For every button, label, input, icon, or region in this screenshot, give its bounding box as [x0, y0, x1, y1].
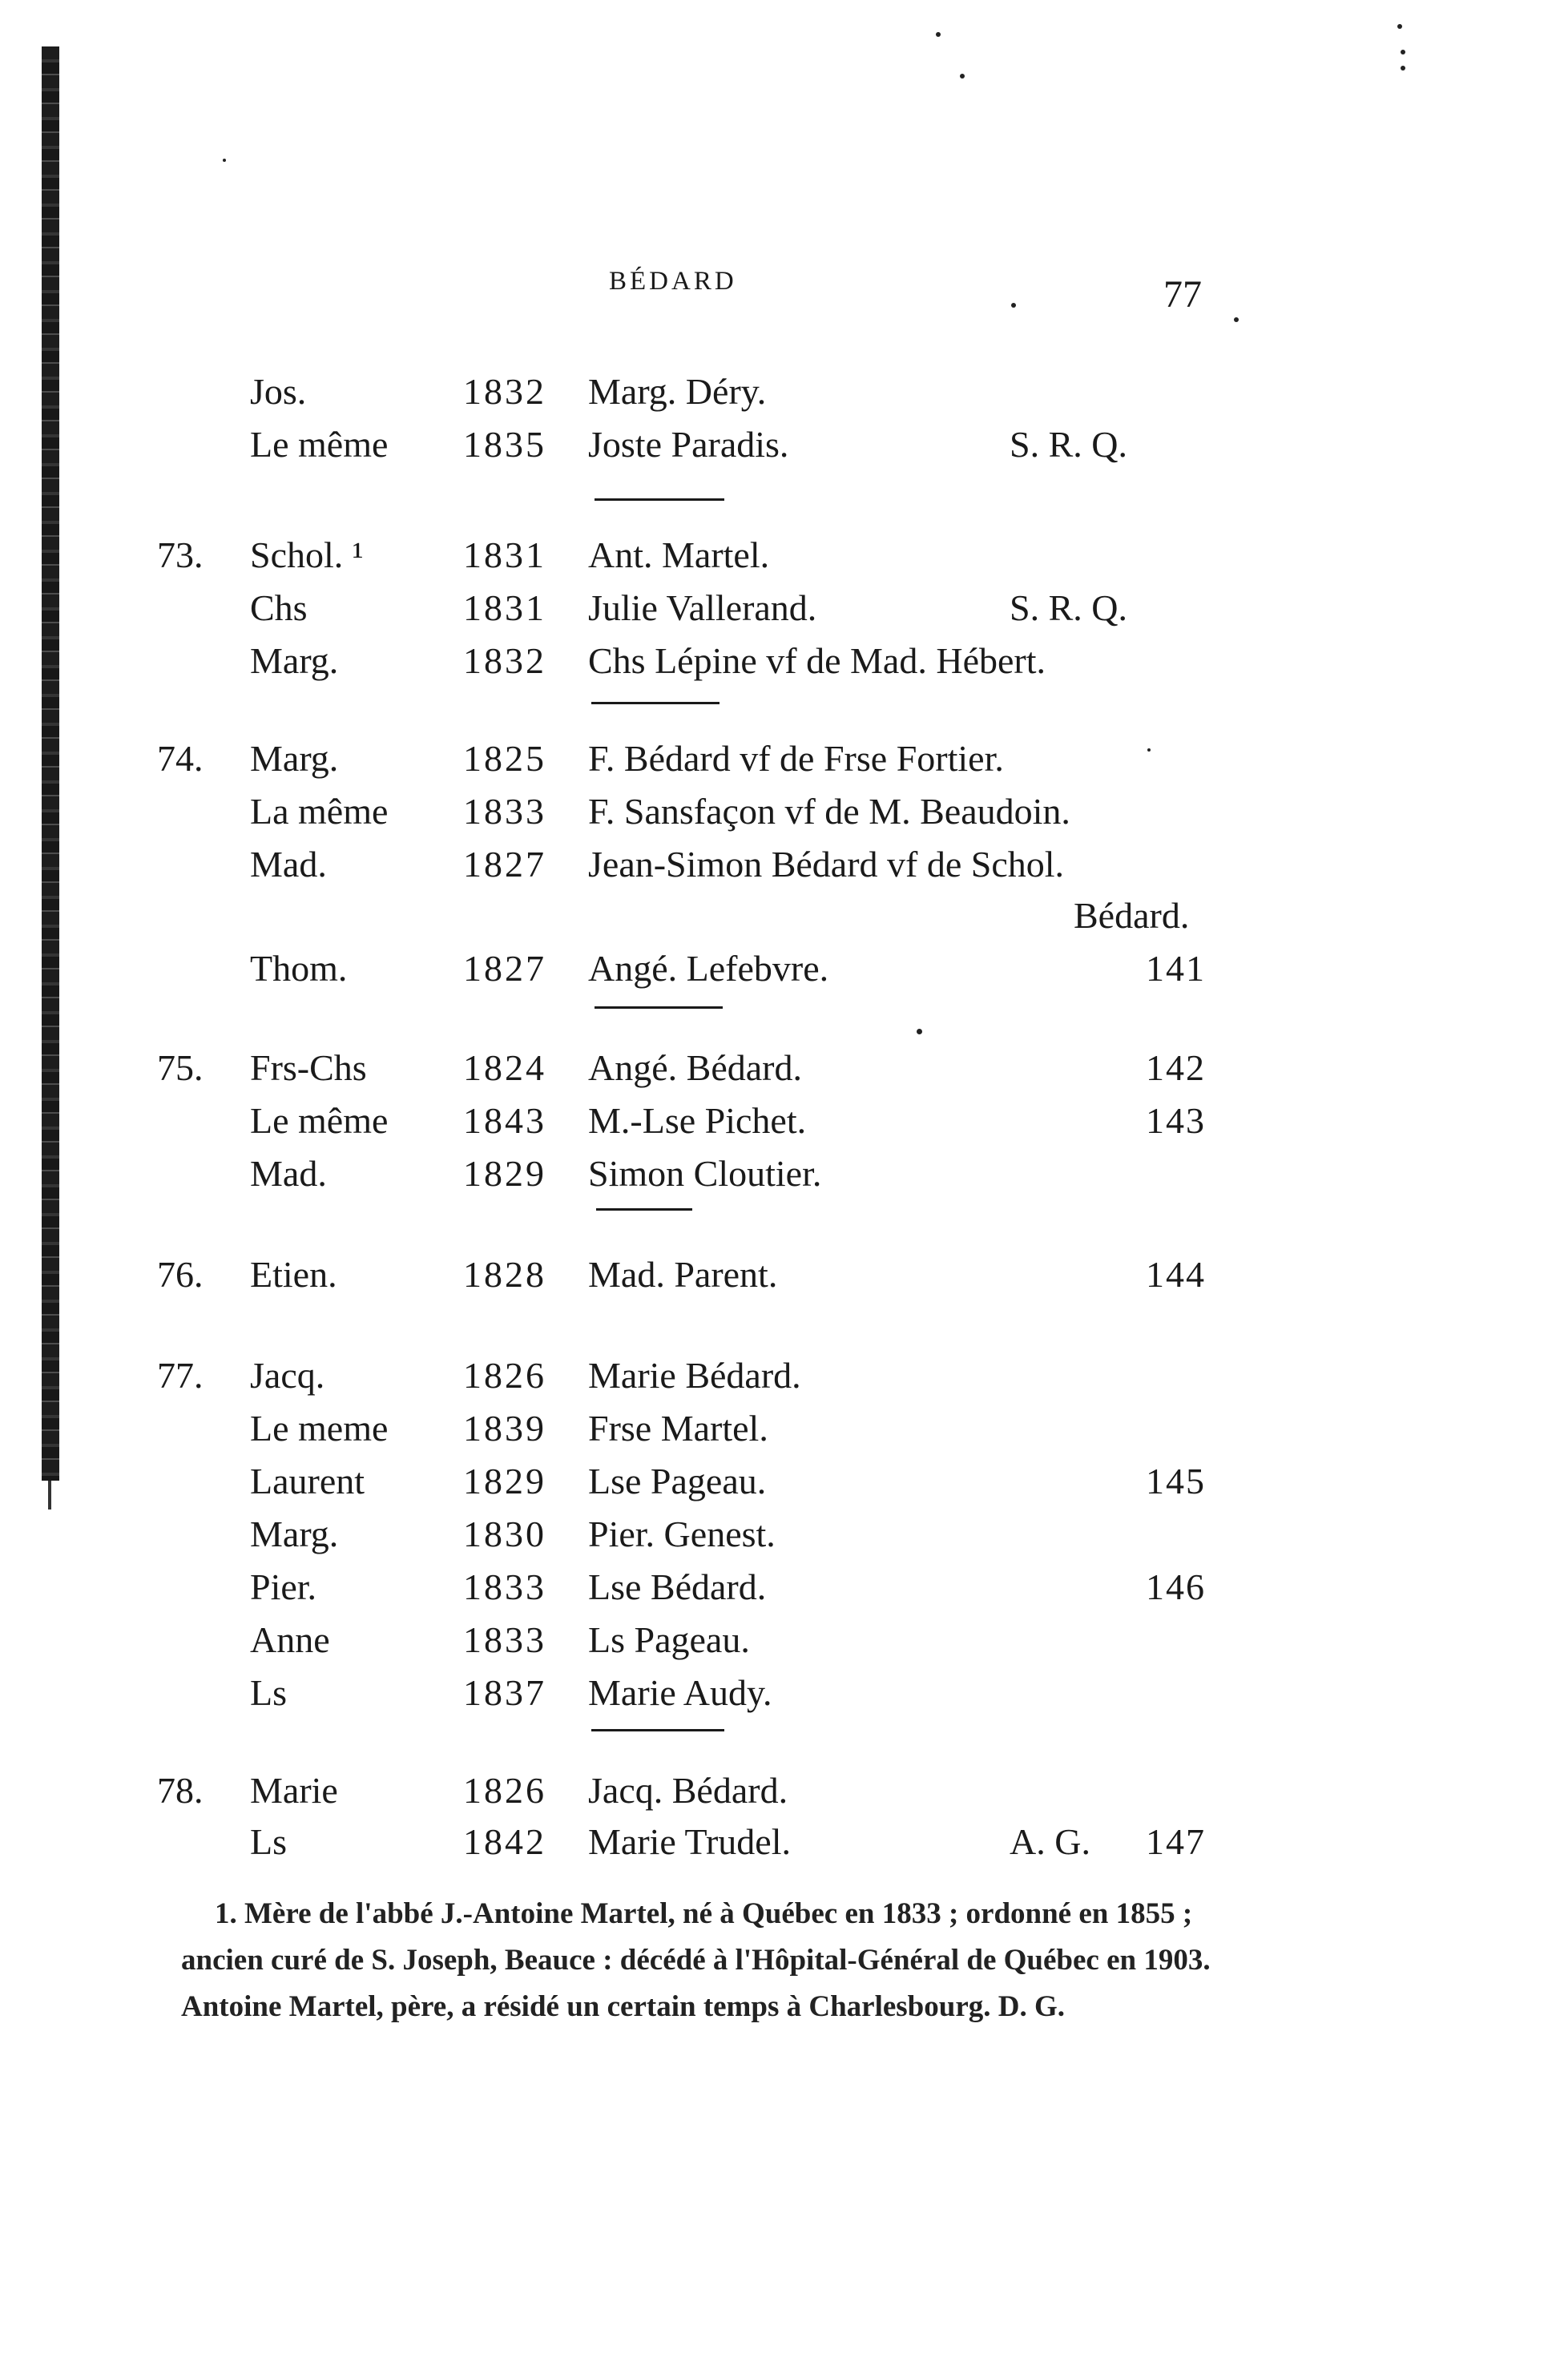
cross-reference-page: 146	[1146, 1566, 1206, 1607]
person-name: La même	[250, 791, 389, 832]
person-name: Anne	[250, 1619, 330, 1660]
footnote-text: Mère de l'abbé J.-Antoine Martel, né à Québec en 1833 ; ordonné en 1855 ; ancien curé de S. Joseph, Beauce : décédé à l'Hôpital-Général de Québec en 1903. Antoine Martel, père, a résidé un certain temps à Charlesbourg. D. G.	[181, 1897, 1211, 2023]
scan-speck	[1397, 24, 1402, 29]
person-name: Schol. ¹	[250, 534, 364, 575]
spouse-name: Marg. Déry.	[588, 371, 767, 412]
person-name: Le même	[250, 424, 389, 465]
footnote	[181, 1891, 1223, 2030]
section-divider	[595, 1006, 723, 1009]
person-name: Etien.	[250, 1254, 337, 1295]
spouse-name: Frse Martel.	[588, 1408, 768, 1449]
marriage-year: 1829	[463, 1461, 546, 1501]
marriage-year: 1825	[463, 738, 546, 779]
marriage-year: 1833	[463, 791, 546, 832]
marriage-year: 1832	[463, 640, 546, 681]
scan-speck	[936, 32, 941, 37]
marriage-year: 1831	[463, 534, 546, 575]
person-name: Le même	[250, 1100, 389, 1141]
marriage-year: 1827	[463, 948, 546, 989]
spouse-name: Bédard.	[1074, 895, 1190, 936]
spouse-name: Mad. Parent.	[588, 1254, 778, 1295]
section-divider	[596, 1208, 692, 1211]
spouse-name: Ant. Martel.	[588, 534, 770, 575]
person-name: Marg.	[250, 640, 339, 681]
cross-reference-page: 147	[1146, 1821, 1206, 1862]
marriage-year: 1843	[463, 1100, 546, 1141]
cross-reference-page: 142	[1146, 1047, 1206, 1088]
spouse-name: Marie Bédard.	[588, 1355, 801, 1396]
marriage-year: 1828	[463, 1254, 546, 1295]
spouse-name: M.-Lse Pichet.	[588, 1100, 807, 1141]
section-divider	[591, 702, 720, 704]
marriage-year: 1829	[463, 1153, 546, 1194]
spouse-name: Ls Pageau.	[588, 1619, 750, 1660]
person-name: Jos.	[250, 371, 307, 412]
binding-edge-tail	[48, 1481, 51, 1510]
person-name: Marg.	[250, 738, 339, 779]
marriage-year: 1826	[463, 1355, 546, 1396]
person-name: Thom.	[250, 948, 348, 989]
spouse-name: Jacq. Bédard.	[588, 1770, 788, 1811]
scan-speck	[1011, 303, 1016, 308]
person-name: Mad.	[250, 1153, 327, 1194]
person-name: Marg.	[250, 1514, 339, 1554]
scan-speck	[1401, 66, 1405, 71]
spouse-name: Chs Lépine vf de Mad. Hébert.	[588, 640, 1046, 681]
spouse-name: Joste Paradis.	[588, 424, 789, 465]
cross-reference-page: 141	[1146, 948, 1206, 989]
marriage-year: 1833	[463, 1566, 546, 1607]
section-divider	[595, 498, 724, 501]
marriage-year: 1831	[463, 587, 546, 628]
person-name: Laurent	[250, 1461, 365, 1501]
running-title: BÉDARD	[609, 267, 737, 296]
family-number: 75.	[157, 1047, 204, 1088]
person-name: Jacq.	[250, 1355, 325, 1396]
spouse-name: Julie Vallerand.	[588, 587, 817, 628]
spouse-name: Angé. Bédard.	[588, 1047, 802, 1088]
spouse-name: Simon Cloutier.	[588, 1153, 822, 1194]
person-name: Ls	[250, 1821, 287, 1862]
scan-speck	[223, 159, 226, 162]
section-divider	[591, 1729, 724, 1731]
scan-speck	[1401, 50, 1405, 54]
marriage-year: 1837	[463, 1672, 546, 1713]
scan-speck	[1234, 317, 1239, 322]
marriage-year: 1827	[463, 844, 546, 885]
marriage-year: 1839	[463, 1408, 546, 1449]
scan-speck	[1147, 748, 1151, 752]
spouse-name: F. Sansfaçon vf de M. Beaudoin.	[588, 791, 1070, 832]
person-name: Pier.	[250, 1566, 317, 1607]
cross-reference-page: 145	[1146, 1461, 1206, 1501]
spouse-name: Jean-Simon Bédard vf de Schol.	[588, 844, 1065, 885]
family-number: 74.	[157, 738, 204, 779]
family-number: 73.	[157, 534, 204, 575]
marriage-year: 1842	[463, 1821, 546, 1862]
person-name: Marie	[250, 1770, 338, 1811]
spouse-name: F. Bédard vf de Frse Fortier.	[588, 738, 1004, 779]
spouse-name: Marie Trudel.	[588, 1821, 791, 1862]
person-name: Chs	[250, 587, 308, 628]
marriage-year: 1830	[463, 1514, 546, 1554]
person-name: Le meme	[250, 1408, 389, 1449]
source-reference: S. R. Q.	[1010, 424, 1127, 465]
marriage-year: 1835	[463, 424, 546, 465]
spouse-name: Lse Pageau.	[588, 1461, 767, 1501]
source-reference: A. G.	[1010, 1821, 1090, 1862]
marriage-year: 1824	[463, 1047, 546, 1088]
spouse-name: Marie Audy.	[588, 1672, 772, 1713]
spouse-name: Pier. Genest.	[588, 1514, 776, 1554]
cross-reference-page: 143	[1146, 1100, 1206, 1141]
scan-speck	[960, 74, 965, 79]
marriage-year: 1833	[463, 1619, 546, 1660]
marriage-year: 1832	[463, 371, 546, 412]
marriage-year: 1826	[463, 1770, 546, 1811]
person-name: Frs-Chs	[250, 1047, 367, 1088]
binding-edge	[42, 46, 59, 1481]
page-number: 77	[1163, 273, 1202, 316]
scan-speck	[917, 1029, 922, 1034]
person-name: Mad.	[250, 844, 327, 885]
cross-reference-page: 144	[1146, 1254, 1206, 1295]
source-reference: S. R. Q.	[1010, 587, 1127, 628]
spouse-name: Angé. Lefebvre.	[588, 948, 829, 989]
family-number: 78.	[157, 1770, 204, 1811]
spouse-name: Lse Bédard.	[588, 1566, 767, 1607]
person-name: Ls	[250, 1672, 287, 1713]
family-number: 77.	[157, 1355, 204, 1396]
footnote-marker: 1.	[215, 1897, 237, 1930]
family-number: 76.	[157, 1254, 204, 1295]
